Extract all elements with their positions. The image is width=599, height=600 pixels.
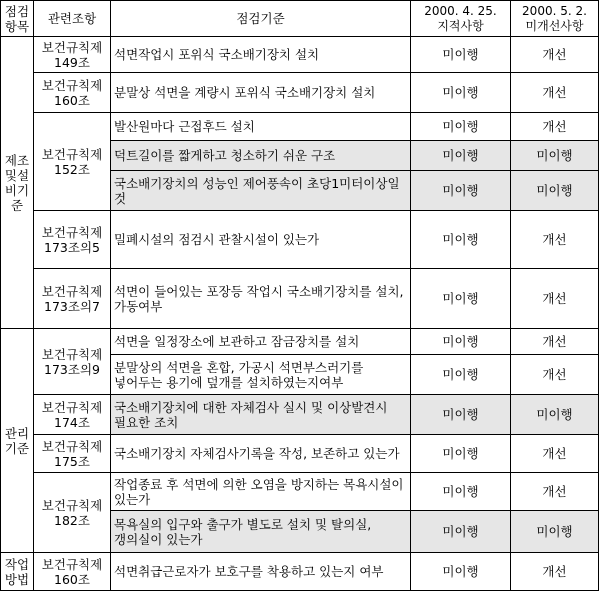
unimproved-cell: 개선 <box>511 355 599 395</box>
finding-cell: 미이행 <box>411 141 511 171</box>
standard-cell: 석면취급근로자가 보호구를 착용하고 있는지 여부 <box>111 553 411 591</box>
header-standard: 점검기준 <box>111 1 411 37</box>
header-row <box>1 1 599 37</box>
article-cell: 보건규칙제173조의7 <box>34 269 111 329</box>
standard-cell: 석면을 일정장소에 보관하고 잠금장치를 설치 <box>111 329 411 355</box>
table-row <box>1 113 599 141</box>
unimproved-cell: 미이행 <box>511 141 599 171</box>
header-date-1-label: 지적사항 <box>437 18 484 33</box>
table-row <box>1 395 599 435</box>
finding-cell: 미이행 <box>411 553 511 591</box>
standard-cell: 석면이 들어있는 포장등 작업시 국소배기장치를 설치, 가동여부 <box>111 269 411 329</box>
finding-cell: 미이행 <box>411 355 511 395</box>
table-row <box>1 473 599 511</box>
article-cell: 보건규칙제152조 <box>34 113 111 211</box>
unimproved-cell: 개선 <box>511 553 599 591</box>
category-work: 작업방법 <box>1 553 34 591</box>
article-cell: 보건규칙제174조 <box>34 395 111 435</box>
standard-cell: 국소배기장치에 대한 자체검사 실시 및 이상발견시 필요한 조치 <box>111 395 411 435</box>
article-cell: 보건규칙제173조의9 <box>34 329 111 395</box>
standard-cell: 분말상 석면을 계량시 포위식 국소배기장치 설치 <box>111 73 411 113</box>
header-date-2-label: 미개선사항 <box>525 18 584 33</box>
category-management: 관리기준 <box>1 329 34 553</box>
header-date-2 <box>511 1 599 37</box>
finding-cell: 미이행 <box>411 73 511 113</box>
finding-cell: 미이행 <box>411 113 511 141</box>
unimproved-cell: 미이행 <box>511 171 599 211</box>
table-row <box>1 435 599 473</box>
article-cell: 보건규칙제182조 <box>34 473 111 553</box>
unimproved-cell: 개선 <box>511 37 599 73</box>
article-cell: 보건규칙제149조 <box>34 37 111 73</box>
standard-cell: 석면작업시 포위식 국소배기장치 설치 <box>111 37 411 73</box>
header-date-1 <box>411 1 511 37</box>
finding-cell: 미이행 <box>411 473 511 511</box>
article-cell: 보건규칙제160조 <box>34 553 111 591</box>
standard-cell: 발산원마다 근접후드 설치 <box>111 113 411 141</box>
standard-cell: 국소배기장치의 성능인 제어풍속이 초당1미터이상일 것 <box>111 171 411 211</box>
unimproved-cell: 개선 <box>511 73 599 113</box>
finding-cell: 미이행 <box>411 211 511 269</box>
article-cell: 보건규칙제175조 <box>34 435 111 473</box>
unimproved-cell: 미이행 <box>511 511 599 553</box>
finding-cell: 미이행 <box>411 511 511 553</box>
unimproved-cell: 개선 <box>511 211 599 269</box>
standard-cell: 밀폐시설의 점검시 관찰시설이 있는가 <box>111 211 411 269</box>
header-article: 관련조항 <box>34 1 111 37</box>
unimproved-cell: 미이행 <box>511 395 599 435</box>
finding-cell: 미이행 <box>411 37 511 73</box>
unimproved-cell: 개선 <box>511 269 599 329</box>
category-manufacturing: 제조및설비기준 <box>1 37 34 329</box>
finding-cell: 미이행 <box>411 269 511 329</box>
finding-cell: 미이행 <box>411 395 511 435</box>
table-row <box>1 553 599 591</box>
table-row <box>1 269 599 329</box>
unimproved-cell: 개선 <box>511 113 599 141</box>
table-row <box>1 211 599 269</box>
header-category: 점검항목 <box>1 1 34 37</box>
standard-cell: 국소배기장치 자체검사기록을 작성, 보존하고 있는가 <box>111 435 411 473</box>
article-cell: 보건규칙제160조 <box>34 73 111 113</box>
standard-cell: 목욕실의 입구와 출구가 별도로 설치 및 탈의실, 갱의실이 있는가 <box>111 511 411 553</box>
table-row <box>1 329 599 355</box>
finding-cell: 미이행 <box>411 435 511 473</box>
header-date-2-value: 2000. 5. 2. <box>522 3 587 18</box>
unimproved-cell: 개선 <box>511 435 599 473</box>
standard-cell: 분말상의 석면을 혼합, 가공시 석면부스러기를 넣어두는 용기에 덮개를 설치하였는지여부 <box>111 355 411 395</box>
standard-cell: 덕트길이를 짧게하고 청소하기 쉬운 구조 <box>111 141 411 171</box>
unimproved-cell: 개선 <box>511 329 599 355</box>
header-date-1-value: 2000. 4. 25. <box>424 3 497 18</box>
finding-cell: 미이행 <box>411 329 511 355</box>
article-cell: 보건규칙제173조의5 <box>34 211 111 269</box>
standard-cell: 작업종료 후 석면에 의한 오염을 방지하는 목욕시설이 있는가 <box>111 473 411 511</box>
unimproved-cell: 개선 <box>511 473 599 511</box>
table-row <box>1 73 599 113</box>
finding-cell: 미이행 <box>411 171 511 211</box>
table-row <box>1 37 599 73</box>
